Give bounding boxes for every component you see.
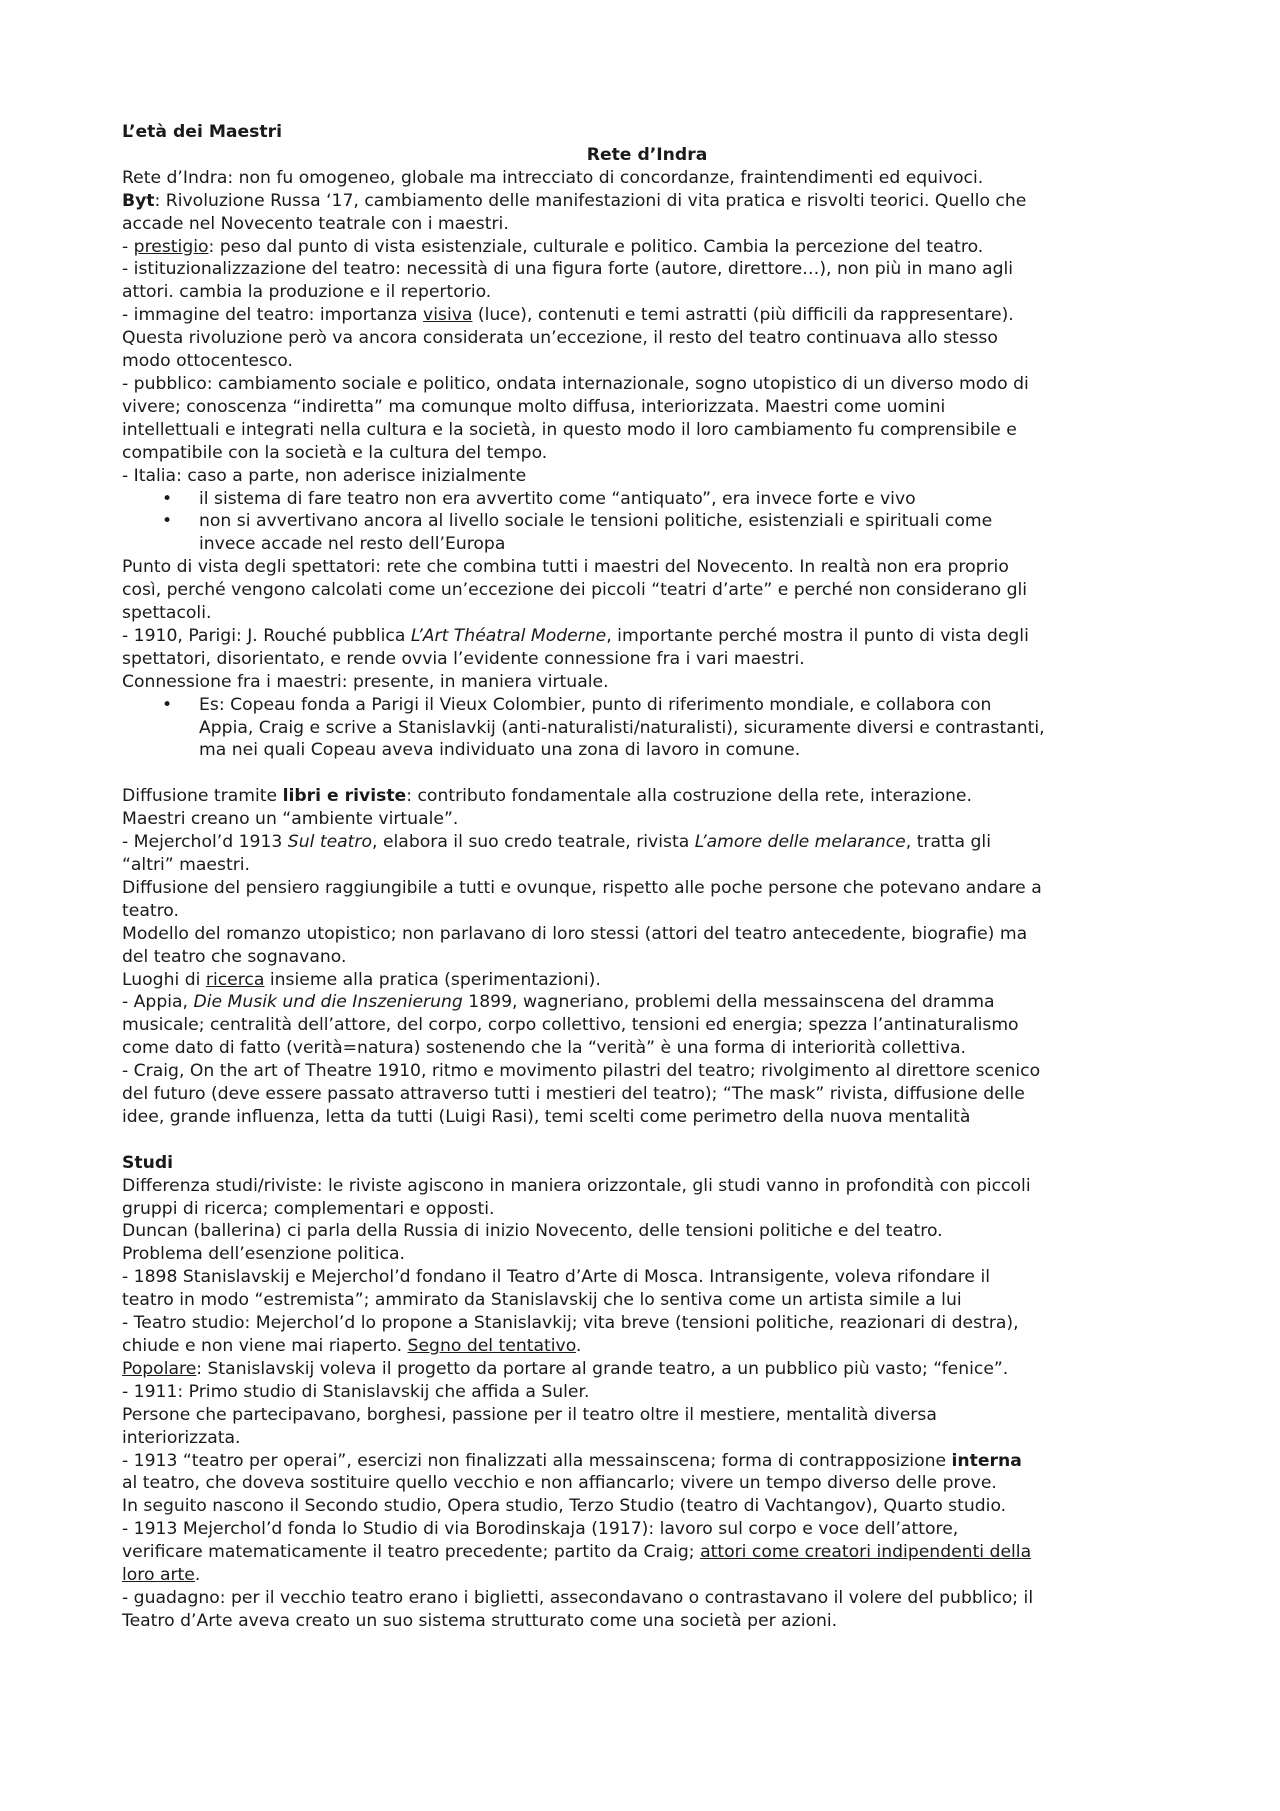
diffusione-text: Diffusione tramite — [122, 786, 283, 807]
book-title-musik: Die Musik und die Inszenierung — [193, 992, 463, 1013]
paragraph-pubblico-l4: compatibile con la società e la cultura del tempo. — [122, 442, 548, 463]
libri-riviste-term: libri e riviste — [282, 786, 407, 807]
segno-tentativo-term: Segno del tentativo — [407, 1336, 576, 1356]
popolare-text: : Stanislavskij voleva il progetto da portare al grande teatro, a un pubblico più vasto; “fenice”. — [196, 1358, 1009, 1379]
connessione-bullet-list — [122, 694, 1172, 763]
immagine-text: - immagine del teatro: importanza — [122, 305, 424, 326]
list-item — [122, 510, 1172, 556]
section-heading-studi: Studi — [122, 1152, 174, 1173]
paragraph-immagine — [122, 304, 1172, 327]
mejer-text-mid: , elabora il suo credo teatrale, rivista — [372, 832, 695, 853]
book-title-art-theatral: L’Art Théatral Moderne — [410, 625, 607, 646]
blank-line — [122, 762, 1172, 785]
paragraph-pubblico-l3: intellettuali e integrati nella cultura e la società, in questo modo il loro cambiamento fu comprensibile e — [122, 419, 1017, 440]
paragraph-teatro-studio-l2 — [122, 1335, 1172, 1358]
paragraph-modello-l1: Modello del romanzo utopistico; non parlavano di loro stessi (attori del teatro antecedente, biografie) ma — [122, 923, 1028, 944]
paragraph-punto-l2: così, perché vengono calcolati come un’eccezione dei piccoli “teatri d’arte” e perché non considerano gli — [122, 580, 1028, 601]
paragraph-pensiero-l2: teatro. — [122, 900, 179, 921]
paragraph-italia: - Italia: caso a parte, non aderisce inizialmente — [122, 465, 527, 486]
paragraph-operai — [122, 1450, 1172, 1473]
bullet-icon: • — [162, 488, 173, 509]
paragraph-seguito: In seguito nascono il Secondo studio, Opera studio, Terzo Studio (teatro di Vachtangov), Quarto studio. — [122, 1496, 1007, 1517]
rouche-text-end: , importante perché mostra il punto di vista degli — [606, 625, 1029, 646]
section-title-rete: Rete d’Indra — [586, 144, 708, 165]
paragraph-punto-l3: spettacoli. — [122, 603, 212, 624]
list-item-text-cont: Appia, Craig e scrive a Stanislavkij (anti-naturalisti/naturalisti), sicuramente diversi e contrastanti, — [199, 717, 1045, 738]
popolare-term: Popolare — [122, 1358, 197, 1379]
studio-text: chiude e non viene mai riaperto. — [122, 1336, 408, 1356]
appia-text: - Appia, — [122, 992, 194, 1013]
paragraph-1898-l2: teatro in modo “estremista”; ammirato da Stanislavskij che lo sentiva come un artista simile a lui — [122, 1290, 962, 1311]
paragraph-diffusione — [122, 785, 1172, 808]
paragraph-diffusione-l2: Maestri creano un “ambiente virtuale”. — [122, 809, 459, 830]
document-title: L’età dei Maestri — [122, 122, 282, 142]
paragraph-duncan-l1: Duncan (ballerina) ci parla della Russia di inizio Novecento, delle tensioni politiche e del teatro. — [122, 1221, 943, 1242]
paragraph-mejerchold-l2: “altri” maestri. — [122, 854, 251, 875]
mejer-text-end: , tratta gli — [905, 832, 991, 853]
period: . — [194, 1565, 201, 1586]
paragraph-punto-l1: Punto di vista degli spettatori: rete che combina tutti i maestri del Novecento. In realtà non era proprio — [122, 557, 1009, 578]
list-item-text-cont: ma nei quali Copeau aveva individuato una zona di lavoro in comune. — [199, 740, 801, 761]
paragraph-istituzionalizzazione: - istituzionalizzazione del teatro: necessità di una figura forte (autore, direttore…), non più in mano agli — [122, 259, 1014, 280]
paragraph-teatro-studio-l1: - Teatro studio: Mejerchol’d lo propone a Stanislavkij; vita breve (tensioni politiche, reazionari di destra), — [122, 1313, 1019, 1334]
paragraph-appia-l3: come dato di fatto (verità=natura) sostenendo che la “verità” è una forma di interiorità collettiva. — [122, 1038, 967, 1059]
paragraph-duncan-l2: Problema dell’esenzione politica. — [122, 1244, 405, 1265]
luoghi-text: Luoghi di — [122, 969, 206, 990]
paragraph-appia-l2: musicale; centralità dell’attore, del corpo, corpo collettivo, tensioni ed energia; spezza l’antinaturalismo — [122, 1015, 1019, 1036]
borod-text: verificare matematicamente il teatro precedente; partito da Craig; — [122, 1542, 701, 1563]
byt-text: : Rivoluzione Russa ‘17, cambiamento delle manifestazioni di vita pratica e risvolti teorici. Quello che — [154, 190, 1027, 211]
book-title-sul-teatro: Sul teatro — [287, 832, 373, 853]
bullet-icon: • — [162, 511, 173, 532]
paragraph-operai-l2: al teatro, che doveva sostituire quello vecchio e non affiancarlo; vivere un tempo diverso delle prove. — [122, 1473, 997, 1494]
dash: - — [122, 236, 134, 257]
paragraph-guadagno-l2: Teatro d’Arte aveva creato un suo sistema strutturato come una società per azioni. — [122, 1610, 838, 1631]
paragraph-borodinskaja-l1: - 1913 Mejerchol’d fonda lo Studio di via Borodinskaja (1917): lavoro sul corpo e voce dell’attore, — [122, 1519, 959, 1540]
diffusione-text-end: : contributo fondamentale alla costruzione della rete, interazione. — [406, 786, 972, 807]
prestigio-term: prestigio — [133, 236, 209, 257]
paragraph-mejerchold-1913 — [122, 831, 1172, 854]
visiva-term: visiva — [423, 305, 473, 326]
paragraph-guadagno-l1: - guadagno: per il vecchio teatro erano i biglietti, assecondavano o contrastavano il volere del pubblico; il — [122, 1587, 1034, 1608]
list-item-text: il sistema di fare teatro non era avvertito come “antiquato”, era invece forte e vivo — [199, 488, 916, 509]
list-item — [122, 488, 1172, 511]
paragraph-istituzionalizzazione-cont: attori. cambia la produzione e il repertorio. — [122, 282, 492, 303]
immagine-text-end: (luce), contenuti e temi astratti (più difficili da rappresentare). — [472, 305, 1014, 326]
paragraph-persone-l2: interiorizzata. — [122, 1427, 241, 1448]
paragraph-prestigio — [122, 236, 1172, 259]
paragraph-craig-l1: - Craig, On the art of Theatre 1910, ritmo e movimento pilastri del teatro; rivolgimento al direttore scenico — [122, 1061, 1041, 1082]
mejer-text: - Mejerchol’d 1913 — [122, 832, 288, 853]
paragraph-craig-l2: del futuro (deve essere passato attraverso tutti i mestieri del teatro); “The mask” rivista, diffusione delle — [122, 1084, 1025, 1105]
paragraph-pensiero-l1: Diffusione del pensiero raggiungibile a tutti e ovunque, rispetto alle poche persone che potevano andare a — [122, 877, 1042, 898]
paragraph-borodinskaja-l3 — [122, 1564, 1172, 1587]
paragraph-connessione: Connessione fra i maestri: presente, in maniera virtuale. — [122, 671, 609, 692]
document-page — [122, 121, 1172, 1633]
byt-term: Byt — [122, 190, 155, 211]
paragraph-luoghi — [122, 969, 1172, 992]
prestigio-text: : peso dal punto di vista esistenziale, culturale e politico. Cambia la percezione del teatro. — [208, 236, 984, 257]
paragraph-popolare — [122, 1358, 1172, 1381]
paragraph-borodinskaja-l2 — [122, 1541, 1172, 1564]
paragraph-byt — [122, 190, 1172, 213]
paragraph-appia — [122, 991, 1172, 1014]
italia-bullet-list — [122, 488, 1172, 557]
ricerca-term: ricerca — [205, 969, 265, 990]
paragraph-rete: Rete d’Indra: non fu omogeneo, globale ma intrecciato di concordanze, fraintendimenti ed equivoci. — [122, 167, 984, 188]
paragraph-byt-cont: accade nel Novecento teatrale con i maestri. — [122, 213, 509, 234]
paragraph-1911: - 1911: Primo studio di Stanislavskij che affida a Suler. — [122, 1381, 590, 1402]
period: . — [575, 1336, 582, 1356]
list-item-text: Es: Copeau fonda a Parigi il Vieux Colombier, punto di riferimento mondiale, e collabora con — [199, 694, 992, 715]
rouche-text: - 1910, Parigi: J. Rouché pubblica — [122, 625, 411, 646]
paragraph-differenza-l2: gruppi di ricerca; complementari e opposti. — [122, 1198, 495, 1219]
paragraph-pubblico-l2: vivere; conoscenza “indiretta” ma comunque molto diffusa, interiorizzata. Maestri come uomini — [122, 396, 946, 417]
paragraph-pubblico-l1: - pubblico: cambiamento sociale e politico, ondata internazionale, sogno utopistico di un diverso modo di — [122, 373, 1029, 394]
operai-text: - 1913 “teatro per operai”, esercizi non finalizzati alla messainscena; forma di contrapposizione — [122, 1450, 952, 1471]
list-item — [122, 694, 1172, 763]
paragraph-1898-l1: - 1898 Stanislavskij e Mejerchol’d fondano il Teatro d’Arte di Mosca. Intransigente, voleva rifondare il — [122, 1267, 990, 1288]
interna-term: interna — [951, 1450, 1022, 1471]
paragraph-rouche-l2: spettatori, disorientato, e rende ovvia l’evidente connessione fra i vari maestri. — [122, 648, 805, 669]
appia-text-end: 1899, wagneriano, problemi della messainscena del dramma — [462, 992, 995, 1013]
attori-creatori-term: attori come creatori indipendenti della — [700, 1542, 1032, 1563]
bullet-icon: • — [162, 694, 173, 715]
magazine-title-melarance: L’amore delle melarance — [694, 832, 906, 853]
paragraph-persone-l1: Persone che partecipavano, borghesi, passione per il teatro oltre il mestiere, mentalità diversa — [122, 1404, 937, 1425]
blank-line — [122, 1129, 1172, 1152]
luoghi-text-end: insieme alla pratica (sperimentazioni). — [264, 969, 601, 990]
list-item-text: non si avvertivano ancora al livello sociale le tensioni politiche, esistenziali e spirituali come — [199, 511, 993, 532]
paragraph-immagine-l3: modo ottocentesco. — [122, 351, 293, 372]
paragraph-rouche — [122, 625, 1172, 648]
paragraph-modello-l2: del teatro che sognavano. — [122, 946, 347, 967]
list-item-text-cont: invece accade nel resto dell’Europa — [199, 534, 506, 555]
paragraph-differenza-l1: Differenza studi/riviste: le riviste agiscono in maniera orizzontale, gli studi vanno in profondità con piccoli — [122, 1175, 1031, 1196]
paragraph-immagine-l2: Questa rivoluzione però va ancora considerata un’eccezione, il resto del teatro continuava allo stesso — [122, 328, 998, 349]
paragraph-craig-l3: idee, grande influenza, letta da tutti (Luigi Rasi), temi scelti come perimetro della nuova mentalità — [122, 1106, 971, 1127]
attori-creatori-term-cont: loro arte — [122, 1565, 195, 1586]
